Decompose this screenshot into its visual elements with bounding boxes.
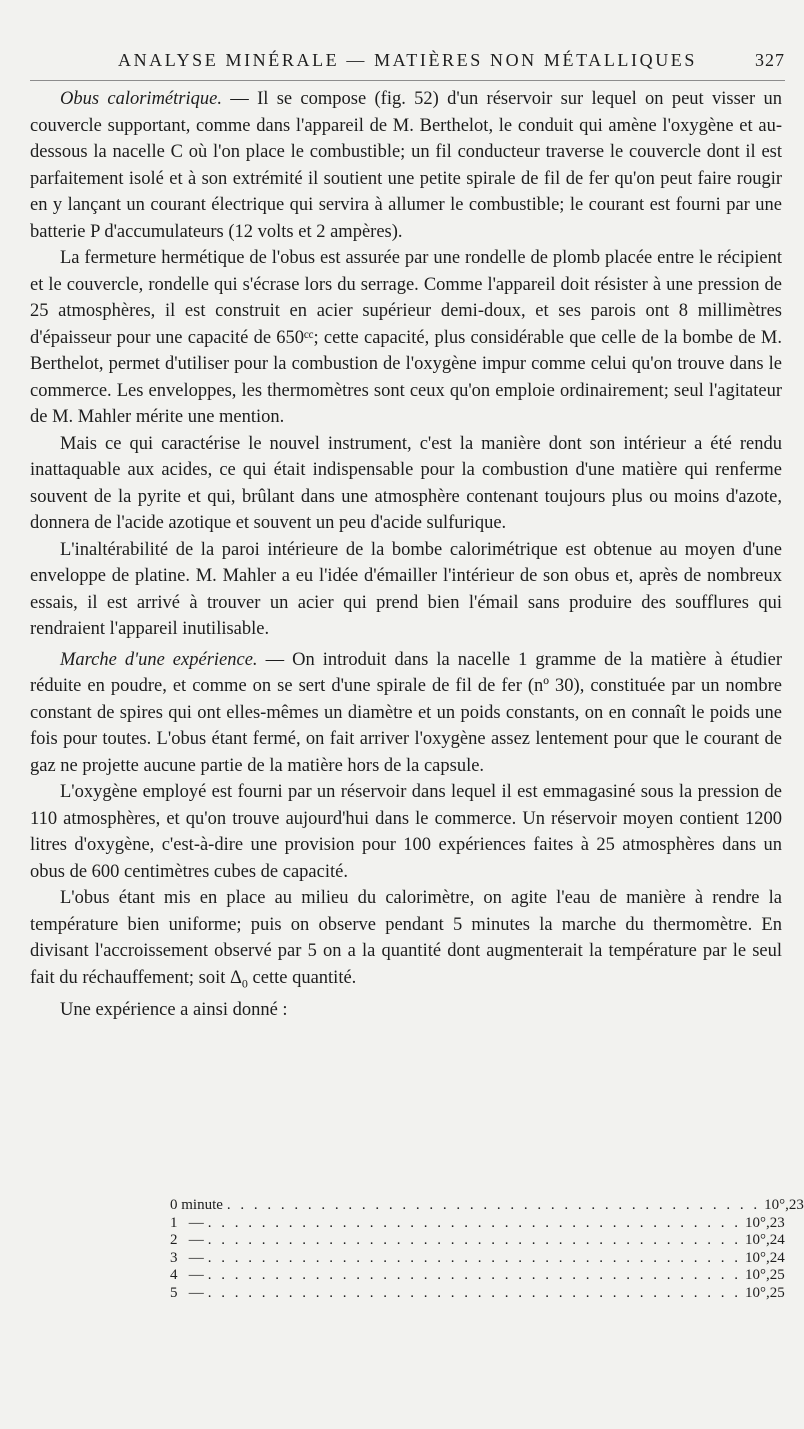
paragraph-marche-experience (30, 647, 782, 780)
reading-row (170, 1284, 785, 1303)
running-head (30, 50, 785, 74)
leader-dots: . . . . . . . . . . . . . . . . . . . . . . . . . . . . . . . . . . . . . . . . (207, 1232, 741, 1248)
reading-temperature: 10°,23 (764, 1197, 804, 1213)
paragraph-obus-en-place (30, 885, 782, 997)
paragraph-text: Une expérience a ainsi donné : (60, 999, 288, 1020)
reading-minute: 0 minute (170, 1197, 223, 1213)
paragraph-fermeture (30, 245, 782, 431)
leader-dots: . . . . . . . . . . . . . . . . . . . . . . . . . . . . . . . . . . . . . . . . (207, 1249, 741, 1266)
paragraph-text: L'obus étant mis en place au milieu du calorimètre, on agite l'eau de manière à rendre la température bien uniforme; puis on observe pendant 5 minutes la marche du thermomètre. En divisant l'accroissement observé par 5 on a la quantité dont augmenterait la température par le seul fait du réchauffement; (30, 888, 782, 988)
page-number: 327 (755, 50, 785, 70)
subscript-zero: 0 (241, 976, 248, 991)
reading-temperature: 10°,25 (745, 1267, 785, 1283)
runin-heading: Marche d'une expérience. (60, 649, 258, 670)
paragraph-text: — On introduit dans la nacelle 1 gramme de la matière à étudier réduite en poudre, et comme on se sert d'une spirale de fil de fer (nº 30), constituée par un nombre constant de spires qui ont elles-mêmes un diamètre et un poids constants, on en connaît le poids une fois pour toutes. L'obus étant fermé, on fait arriver l'oxygène assez lentement pour que le courant de gaz ne projette aucune partie de la matière hors de la capsule. (30, 649, 782, 776)
leader-dots: . . . . . . . . . . . . . . . . . . . . . . . . . . . . . . . . . . . . . . . . (226, 1197, 761, 1213)
paragraph-caracteristique (30, 431, 782, 537)
paragraph-tail: soit Δ (198, 967, 242, 988)
reading-temperature: 10°,24 (745, 1232, 785, 1248)
paragraph-oxygene (30, 779, 782, 885)
reading-temperature: 10°,24 (745, 1249, 785, 1266)
book-page (30, 0, 804, 1429)
paragraph-experience (30, 997, 782, 1024)
reading-temperature: 10°,23 (745, 1214, 785, 1231)
paragraph-inalterabilite (30, 537, 782, 643)
reading-row (170, 1232, 785, 1250)
reading-minute: 5 — (170, 1284, 204, 1301)
paragraph-text: La fermeture hermétique de l'obus est assurée par une rondelle de plomb placée entre le récipient et le couvercle, rondelle qui s'écrase lors du serrage. Comme l'appareil doit résister à une pression de 25 atmosphères, il est construit en acier supérieur demi-doux, et ses parois ont 8 millimètres d'épaisseur pour une capacité de 650ᶜᶜ; cette capacité, plus considérable que celle de la bombe de M. Berthelot, permet d'utiliser pour la combustion de l'oxygène impur comme celui qu'on trouve dans le commerce. Les enveloppes, les thermomètres sont ceux qu'on emploie ordinairement; seul l'agitateur de M. Mahler mérite une mention. (30, 248, 782, 427)
body-text (30, 86, 782, 1023)
reading-minute: 3 — (170, 1249, 204, 1266)
reading-minute: 4 — (170, 1267, 204, 1283)
runin-heading: Obus calorimétrique. (60, 89, 222, 109)
reading-minute: 2 — (170, 1232, 204, 1248)
paragraph-text: Mais ce qui caractérise le nouvel instrument, c'est la manière dont son intérieur a été rendu inattaquable aux acides, ce qui était indispensable pour la combustion d'une matière qui renferme souvent de la pyrite et qui, brûlant dans une atmosphère contenant toujours plus ou moins d'azote, donnera de l'acide azotique et souvent un peu d'acide sulfurique. (30, 433, 782, 533)
temperature-readings (170, 1197, 804, 1302)
reading-temperature: 10°,25 (745, 1284, 785, 1301)
reading-row (170, 1267, 785, 1285)
paragraph-text: L'oxygène employé est fourni par un réservoir dans lequel il est emmagasiné sous la pression de 110 atmosphères, et qu'on trouve aujourd'hui dans le commerce. Un réservoir moyen contient 1200 litres d'oxygène, c'est-à-dire une provision pour 100 expériences faites à 25 atmosphères dans un obus de 600 centimètres cubes de capacité. (30, 782, 782, 882)
paragraph-text: L'inaltérabilité de la paroi intérieure de la bombe calorimétrique est obtenue au moyen d'une enveloppe de platine. M. Mahler a eu l'idée d'émailler l'intérieur de son obus et, après de nombreux essais, il est arrivé à trouver un acier qui prend bien l'émail sans produire des soufflures qui rendraient l'appareil inutilisable. (30, 539, 782, 639)
paragraph-tail: cette quantité. (247, 967, 357, 988)
leader-dots: . . . . . . . . . . . . . . . . . . . . . . . . . . . . . . . . . . . . . . . . (207, 1214, 741, 1231)
header-rule (30, 80, 785, 81)
paragraph-obus-calorimetrique (30, 86, 782, 245)
reading-minute: 1 — (170, 1214, 204, 1231)
reading-row (170, 1214, 785, 1233)
reading-row (170, 1197, 804, 1215)
paragraph-text: — Il se compose (fig. 52) d'un réservoir sur lequel on peut visser un couvercle supportant, comme dans l'appareil de M. Berthelot, le conduit qui amène l'oxygène et au-dessous la nacelle C où l'on place le combustible; un fil conducteur traverse le couvercle dont il est parfaitement isolé et à son extrémité il soutient une petite spirale de fil de fer qu'on peut faire rougir en y lançant un courant électrique qui servira à allumer le combustible; le courant est fourni par une batterie P d'accumulateurs (12 volts et 2 ampères). (30, 89, 782, 242)
leader-dots: . . . . . . . . . . . . . . . . . . . . . . . . . . . . . . . . . . . . . . . . (207, 1284, 741, 1301)
leader-dots: . . . . . . . . . . . . . . . . . . . . . . . . . . . . . . . . . . . . . . . . (207, 1267, 741, 1283)
reading-row (170, 1249, 785, 1268)
running-title: ANALYSE MINÉRALE — MATIÈRES NON MÉTALLIQUES (117, 50, 698, 70)
